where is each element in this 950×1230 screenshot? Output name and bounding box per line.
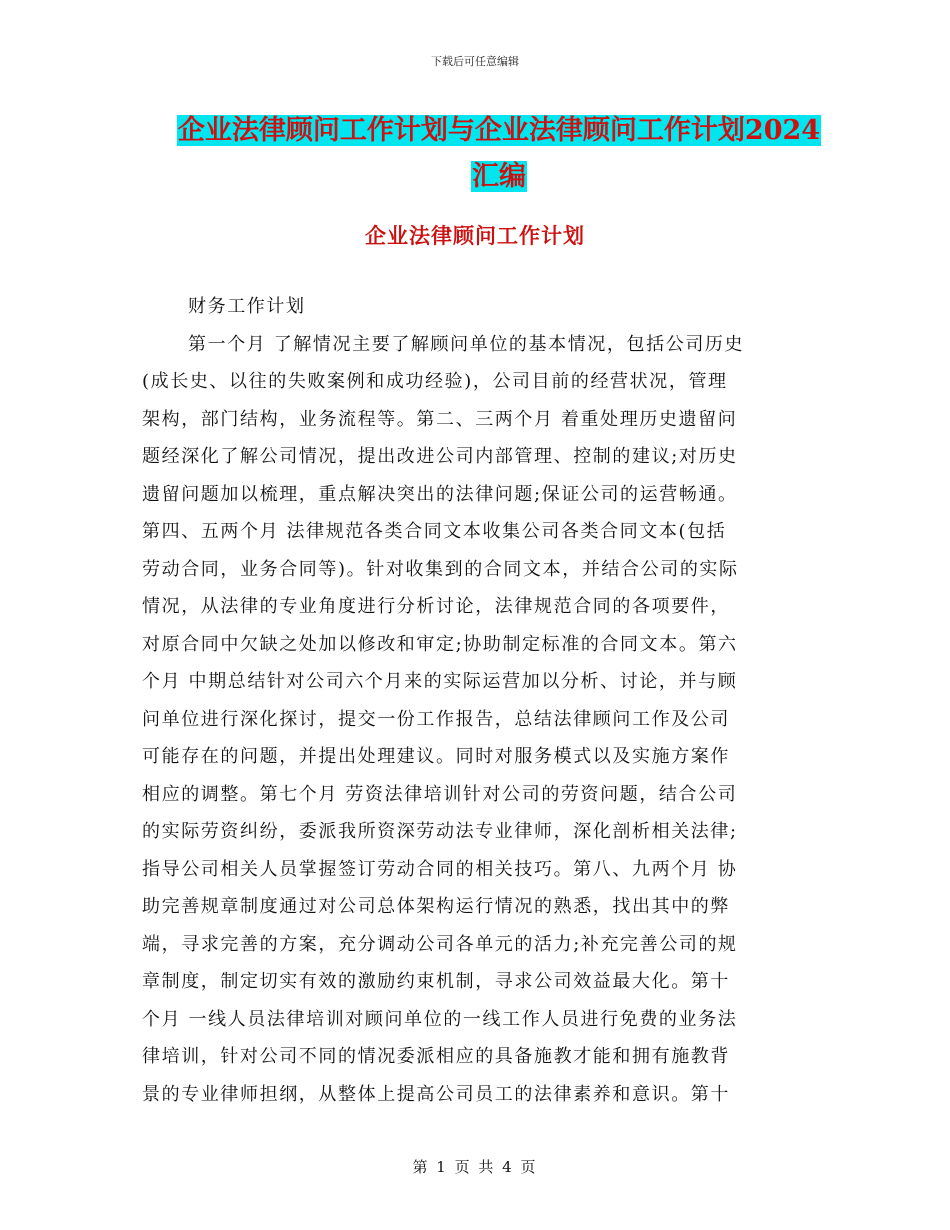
text-line: 对原合同中欠缺之处加以修改和审定;协助制定标准的合同文本。第六	[142, 633, 738, 655]
text-line: 助完善规章制度通过对公司总体架构运行情况的熟悉，找出其中的弊	[142, 896, 730, 917]
text-line: 可能存在的问题，并提出处理建议。同时对服务模式以及实施方案作	[142, 746, 730, 767]
text-line: 景的专业律师担纲，从整体上提高公司员工的法律素养和意识。第十	[142, 1083, 730, 1105]
text-line: 情况，从法律的专业角度进行分析讨论，法律规范合同的各项要件，	[142, 596, 730, 617]
text-line: 的实际劳资纠纷，委派我所资深劳动法专业律师，深化剖析相关法律;	[142, 821, 738, 842]
text-line: 个月 中期总结针对公司六个月来的实际运营加以分析、讨论，并与顾	[142, 671, 738, 692]
text-line: 指导公司相关人员掌握签订劳动合同的相关技巧。第八、九两个月 协	[142, 858, 738, 880]
text-line: 架构，部门结构，业务流程等。第二、三两个月 着重处理历史遗留问	[142, 408, 738, 430]
text-line: 遗留问题加以梳理，重点解决突出的法律问题;保证公司的运营畅通。	[142, 483, 738, 505]
title-line-2: 汇编	[472, 161, 526, 192]
section-title: 企业法律顾问工作计划	[365, 223, 585, 248]
text-line: 个月 一线人员法律培训对顾问单位的一线工作人员进行免费的业务法	[142, 1008, 738, 1030]
text-line: 劳动合同，业务合同等)。针对收集到的合同文本，并结合公司的实际	[142, 558, 739, 580]
text-line: 章制度，制定切实有效的激励约束机制，寻求公司效益最大化。第十	[142, 971, 730, 992]
body-text	[142, 288, 812, 1113]
text-line: 题经深化了解公司情况，提出改进公司内部管理、控制的建议;对历史	[142, 446, 738, 467]
text-line: 问单位进行深化探讨，提交一份工作报告，总结法律顾问工作及公司	[142, 708, 730, 730]
text-line: 第一个月 了解情况主要了解顾问单位的基本情况，包括公司历史	[188, 333, 745, 355]
text-line: (成长史、以往的失败案例和成功经验)，公司目前的经营状况，管理	[142, 371, 728, 392]
text-line: 端，寻求完善的方案，充分调动公司各单元的活力;补充完善公司的规	[142, 933, 738, 955]
text-line: 第四、五两个月 法律规范各类合同文本收集公司各类合同文本(包括	[142, 521, 727, 542]
text-line: 相应的调整。第七个月 劳资法律培训针对公司的劳资问题，结合公司	[142, 783, 738, 805]
text-line: 律培训，针对公司不同的情况委派相应的具备施教才能和拥有施教背	[142, 1046, 730, 1067]
document-title	[120, 108, 878, 200]
title-line-1: 企业法律顾问工作计划与企业法律顾问工作计划2024	[177, 115, 821, 146]
page-footer: 第 1 页 共 4 页	[412, 1158, 538, 1176]
paragraph-heading: 财务工作计划	[188, 296, 306, 317]
header-note: 下载后可任意编辑	[431, 55, 519, 68]
